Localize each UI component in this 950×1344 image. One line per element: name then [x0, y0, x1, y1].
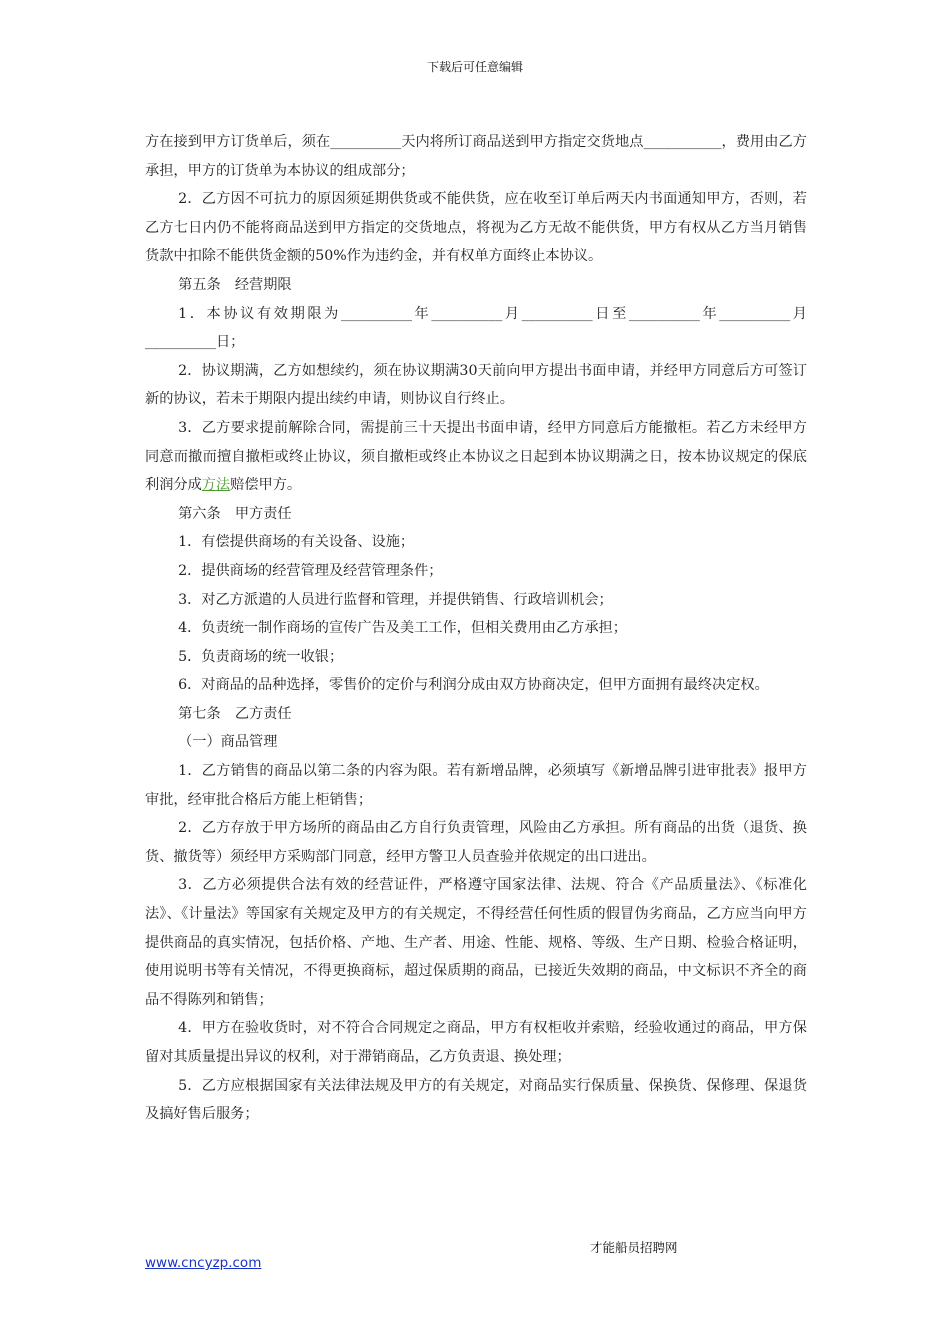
footer-site-link[interactable]: www.cncyzp.com	[145, 1255, 262, 1271]
paragraph-text: 赔偿甲方。	[230, 477, 302, 494]
list-item: 5．乙方应根据国家有关法律法规及甲方的有关规定，对商品实行保质量、保换货、保修理、保退货及搞好售后服务；	[145, 1077, 807, 1123]
footer-site-name: 才能船员招聘网	[590, 1240, 678, 1255]
page-header: 下载后可任意编辑	[426, 60, 523, 74]
paragraph	[145, 414, 807, 500]
list-item: 3．对乙方派遣的人员进行监督和管理，并提供销售、行政培训机会；	[178, 591, 613, 608]
paragraph: 1．本协议有效期限为__________年__________月__________日至__________年__________月__________日；	[145, 305, 807, 351]
paragraph: 2．乙方因不可抗力的原因须延期供货或不能供货，应在收至订单后两天内书面通知甲方，否则，若乙方七日内仍不能将商品送到甲方指定的交货地点，将视为乙方无故不能供货，甲方有权从乙方当月销售货款中扣除不能供货金额的50%作为违约金，并有权单方面终止本协议。	[145, 191, 807, 265]
section-heading-7: 第七条 乙方责任	[178, 705, 292, 722]
list-item: 4．甲方在验收货时，对不符合合同规定之商品，甲方有权柜收并索赔，经验收通过的商品，甲方保留对其质量提出异议的权利，对于滞销商品，乙方负责退、换处理；	[145, 1020, 807, 1065]
list-item: 5．负责商场的统一收银；	[178, 648, 344, 665]
paragraph: 方在接到甲方订货单后，须在__________天内将所订商品送到甲方指定交货地点___________，费用由乙方承担，甲方的订货单为本协议的组成部分；	[145, 134, 807, 179]
list-item: 2．提供商场的经营管理及经营管理条件；	[178, 562, 443, 579]
list-item: 4．负责统一制作商场的宣传广告及美工工作，但相关费用由乙方承担；	[178, 620, 627, 637]
list-item: 6．对商品的品种选择，零售价的定价与利润分成由双方协商决定，但甲方面拥有最终决定权。	[178, 677, 769, 694]
section-heading-5: 第五条 经营期限	[178, 276, 292, 293]
list-item: 1．乙方销售的商品以第二条的内容为限。若有新增品牌，必须填写《新增品牌引进审批表》报甲方审批，经审批合格后方能上柜销售；	[145, 763, 807, 808]
document-body	[145, 128, 807, 1129]
section-heading-6: 第六条 甲方责任	[178, 505, 292, 522]
list-item: 3．乙方必须提供合法有效的经营证件，严格遵守国家法律、法规、符合《产品质量法》、《标准化法》、《计量法》等国家有关规定及甲方的有关规定，不得经营任何性质的假冒伪劣商品，乙方应当向甲方提供商品的真实情况，包括价格、产地、生产者、用途、性能、规格、等级、生产日期、检验合格证明，使用说明书等有关情况，不得更换商标，超过保质期的商品，已接近失效期的商品，中文标识不齐全的商品不得陈列和销售；	[145, 877, 807, 1008]
list-item: 2．乙方存放于甲方场所的商品由乙方自行负责管理，风险由乙方承担。所有商品的出货（退货、换货、撤货等）须经甲方采购部门同意，经甲方警卫人员查验并依规定的出口进出。	[145, 820, 807, 865]
method-link[interactable]: 方法	[201, 477, 231, 494]
paragraph-text: 3．乙方要求提前解除合同，需提前三十天提出书面申请，经甲方同意后方能撤柜。若乙方未经甲方同意而撤而擅自撤柜或终止协议，须自撤柜或终止本协议之日起到本协议期满之日，按本协议规定的保底利润分成	[145, 419, 807, 494]
list-item: 1．有偿提供商场的有关设备、设施；	[178, 534, 415, 551]
subsection-heading: （一）商品管理	[178, 734, 278, 751]
paragraph: 2．协议期满，乙方如想续约，须在协议期满30天前向甲方提出书面申请，并经甲方同意后方可签订新的协议，若未于期限内提出续约申请，则协议自行终止。	[145, 362, 807, 408]
